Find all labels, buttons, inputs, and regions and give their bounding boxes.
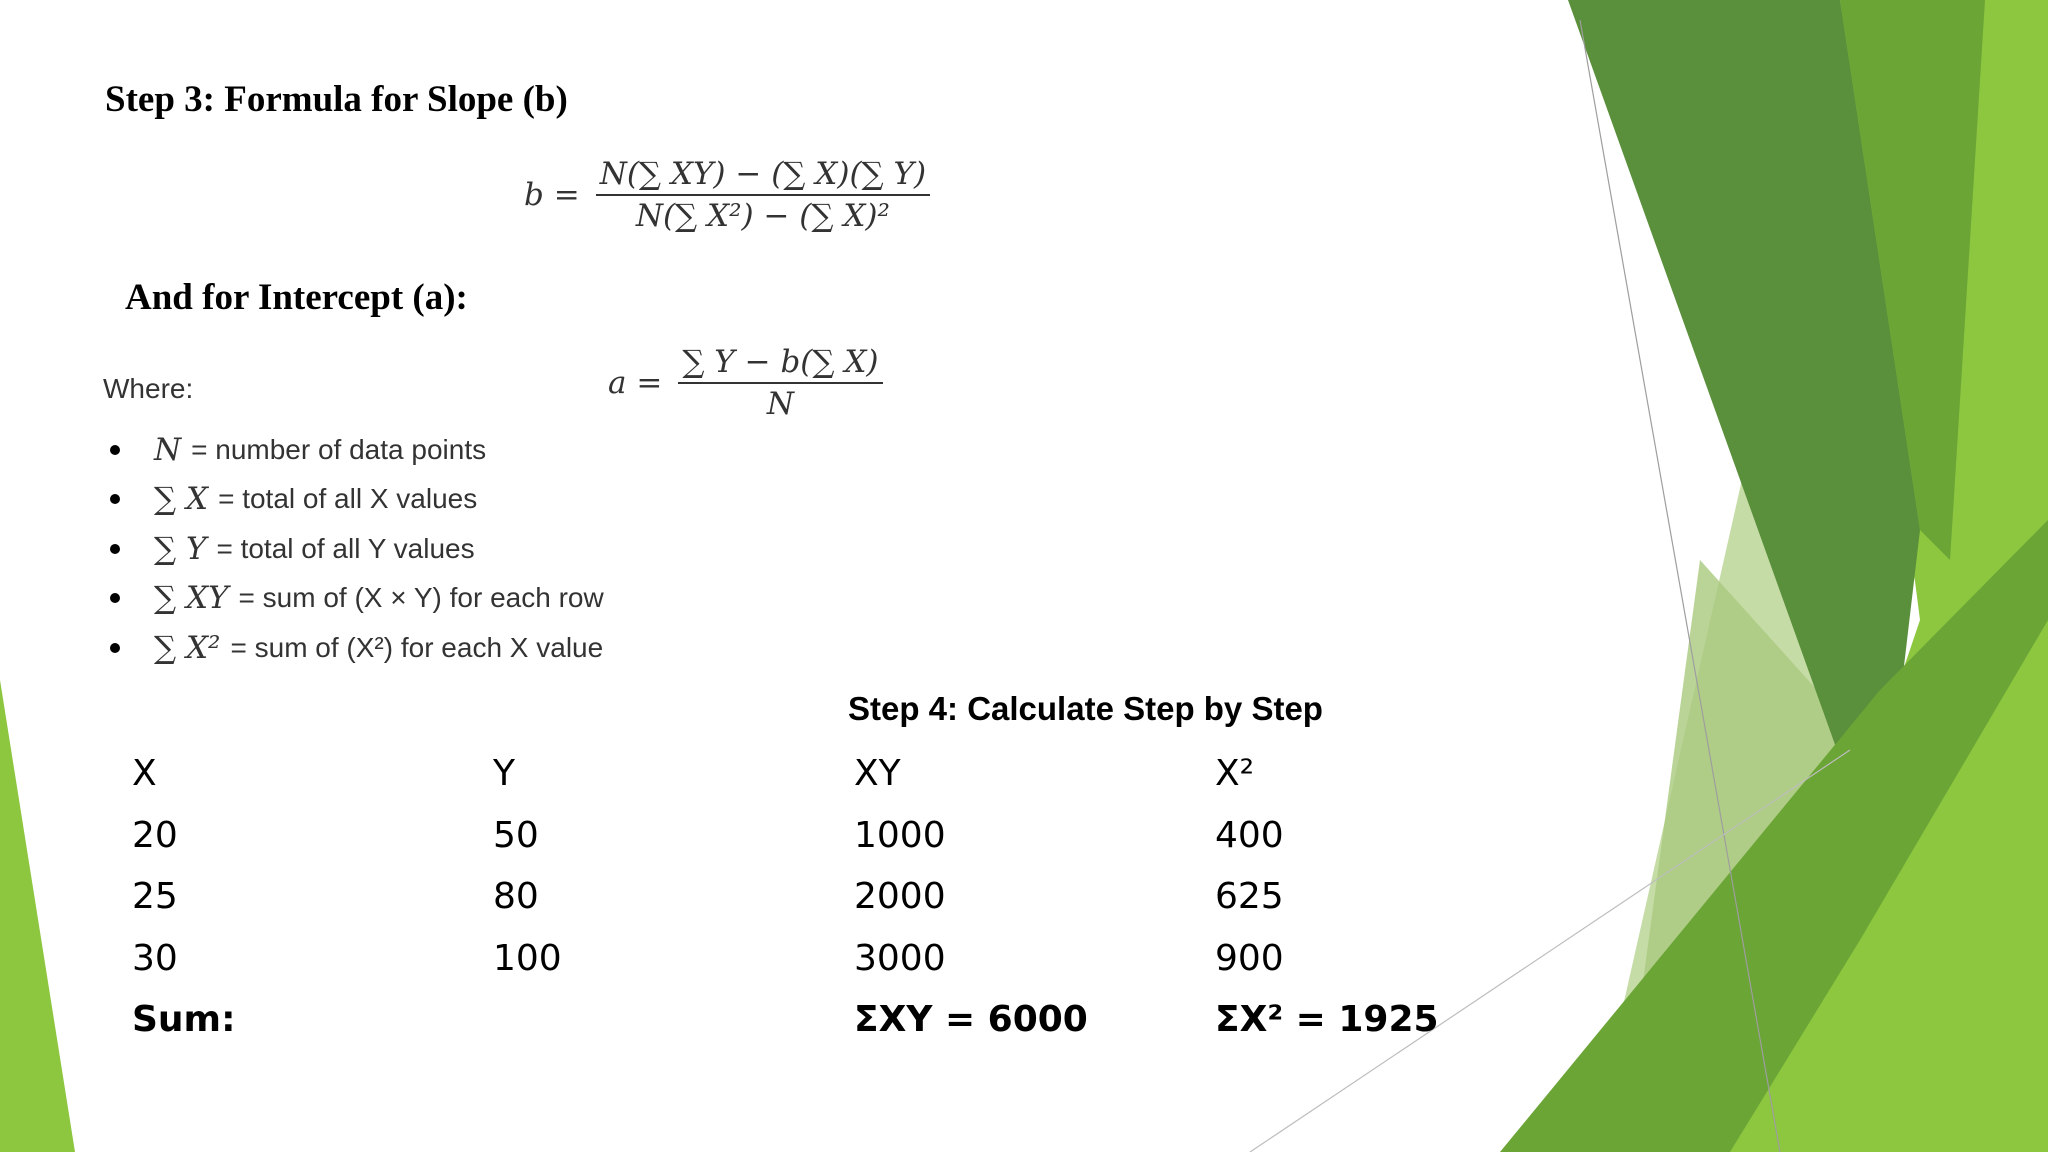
table-cell: 25 bbox=[132, 876, 178, 917]
definitions-list bbox=[110, 425, 604, 673]
table-cell: 400 bbox=[1215, 814, 1284, 856]
column-header-xy: XY bbox=[854, 753, 901, 794]
table-cell: 2000 bbox=[854, 876, 946, 917]
definition-text: = total of all Y values bbox=[216, 532, 475, 564]
step3-heading: Step 3: Formula for Slope (b) bbox=[105, 79, 568, 120]
definition-text: = sum of (X × Y) for each row bbox=[238, 582, 604, 614]
column-header-x-squared: X² bbox=[1215, 753, 1255, 794]
table-cell: 900 bbox=[1215, 937, 1284, 979]
definition-symbol: ∑ Y bbox=[154, 530, 207, 567]
slope-numerator: N(∑ XY) − (∑ X)(∑ Y) bbox=[599, 156, 927, 192]
sum-x-squared-value: ΣX² = 1925 bbox=[1215, 999, 1439, 1040]
column-header-x: X bbox=[132, 753, 157, 794]
table-cell: 1000 bbox=[854, 814, 946, 856]
definition-symbol: ∑ X bbox=[154, 481, 209, 518]
table-cell: 20 bbox=[132, 814, 178, 856]
column-header-y: Y bbox=[493, 753, 515, 794]
table-cell: 625 bbox=[1215, 876, 1284, 917]
bullet bbox=[110, 544, 120, 554]
definition-item bbox=[110, 425, 604, 475]
table-cell: 100 bbox=[493, 937, 562, 979]
definition-symbol: N bbox=[154, 431, 182, 468]
intercept-numerator: ∑ Y − b(∑ X) bbox=[682, 344, 879, 380]
bullet bbox=[110, 445, 120, 455]
intercept-formula-lhs: a = bbox=[608, 365, 663, 401]
definition-text: = total of all X values bbox=[218, 483, 478, 515]
intercept-fraction bbox=[678, 342, 882, 424]
slope-formula bbox=[524, 154, 930, 236]
definition-item bbox=[110, 475, 604, 525]
bullet bbox=[110, 593, 120, 603]
definition-text: = number of data points bbox=[191, 433, 487, 465]
definition-item bbox=[110, 623, 604, 673]
table-cell: 30 bbox=[132, 937, 178, 979]
definition-item bbox=[110, 574, 604, 624]
step4-heading: Step 4: Calculate Step by Step bbox=[848, 690, 1323, 727]
intercept-denominator: N bbox=[766, 386, 794, 422]
sum-label: Sum: bbox=[132, 999, 236, 1040]
bullet bbox=[110, 643, 120, 653]
definition-symbol: ∑ XY bbox=[154, 580, 229, 617]
table-cell: 80 bbox=[493, 876, 539, 917]
bullet bbox=[110, 494, 120, 504]
definition-text: = sum of (X²) for each X value bbox=[230, 631, 604, 663]
table-cell: 3000 bbox=[854, 937, 946, 979]
definition-symbol: ∑ X² bbox=[154, 629, 221, 666]
intercept-formula bbox=[608, 342, 883, 424]
table-cell: 50 bbox=[493, 814, 539, 856]
definition-item bbox=[110, 524, 604, 574]
where-label: Where: bbox=[103, 373, 194, 404]
slope-fraction bbox=[596, 154, 930, 236]
slope-denominator: N(∑ X²) − (∑ X)² bbox=[635, 198, 890, 234]
slope-formula-lhs: b = bbox=[524, 177, 580, 213]
sum-xy-value: ΣXY = 6000 bbox=[854, 999, 1088, 1040]
intercept-heading: And for Intercept (a): bbox=[125, 277, 468, 318]
